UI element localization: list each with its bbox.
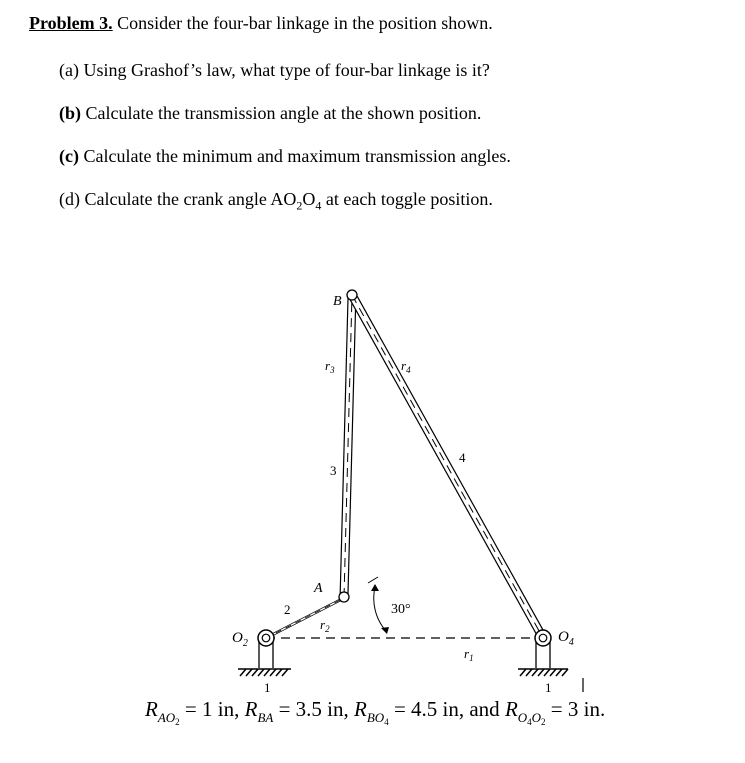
ground-support-o2 <box>238 630 291 676</box>
given-r4-sub: O4O2 <box>517 710 546 727</box>
angle-label: 30° <box>391 602 411 617</box>
given-dimensions <box>145 697 606 727</box>
label-ground-right: 1 <box>545 680 552 695</box>
label-r1: $r_1$ <box>464 646 474 663</box>
link-2 <box>266 597 346 638</box>
given-r1-sub: AO2 <box>157 710 180 727</box>
problem-intro: Consider the four-bar linkage in the position shown. <box>112 13 493 33</box>
angle-arc <box>368 577 389 634</box>
label-r4: $r_4$ <box>401 358 411 375</box>
given-r1: R <box>145 697 158 721</box>
given-r3-sub: BO4 <box>366 710 389 727</box>
question-d-sub1: 2 <box>296 198 303 213</box>
given-r3: R <box>354 697 367 721</box>
question-b-tag: (b) <box>59 103 81 123</box>
given-v2: = 3.5 in, <box>273 697 355 721</box>
label-link-3: 3 <box>330 463 337 478</box>
label-b: B <box>333 294 342 309</box>
label-link-2: 2 <box>284 602 291 617</box>
joint-b <box>347 290 357 300</box>
question-d-mid: O <box>302 189 316 209</box>
joint-a <box>339 592 349 602</box>
given-r2: R <box>244 697 258 721</box>
label-r2: $r_2$ <box>320 617 330 634</box>
question-a-text: Using Grashof’s law, what type of four-bar linkage is it? <box>78 60 490 80</box>
label-ground-left: 1 <box>264 680 271 695</box>
label-a: A <box>314 581 323 596</box>
question-c-text: Calculate the minimum and maximum transmission angles. <box>78 146 511 166</box>
given-v3: = 4.5 in, and <box>388 697 505 721</box>
question-d-tag: (d) <box>59 189 80 209</box>
question-d-text: Calculate the crank angle AO <box>80 189 297 209</box>
given-r2-sub: BA <box>257 710 274 725</box>
link-3 <box>344 295 352 597</box>
label-r3: $r_3$ <box>325 358 335 375</box>
question-d-sub2: 4 <box>315 198 322 213</box>
label-o2: $O_2$ <box>232 630 248 649</box>
given-v1: = 1 in, <box>179 697 245 721</box>
given-r4: R <box>504 697 518 721</box>
question-b-text: Calculate the transmission angle at the shown position. <box>81 103 482 123</box>
label-link-4: 4 <box>459 450 466 465</box>
question-c-tag: (c) <box>59 146 79 166</box>
link-4 <box>352 295 543 638</box>
given-v4: = 3 in. <box>545 697 606 721</box>
problem-label: Problem 3. <box>29 13 113 33</box>
question-a-tag: (a) <box>59 60 79 80</box>
label-o4: $O_4$ <box>558 629 574 648</box>
question-d-end: at each toggle position. <box>321 189 493 209</box>
